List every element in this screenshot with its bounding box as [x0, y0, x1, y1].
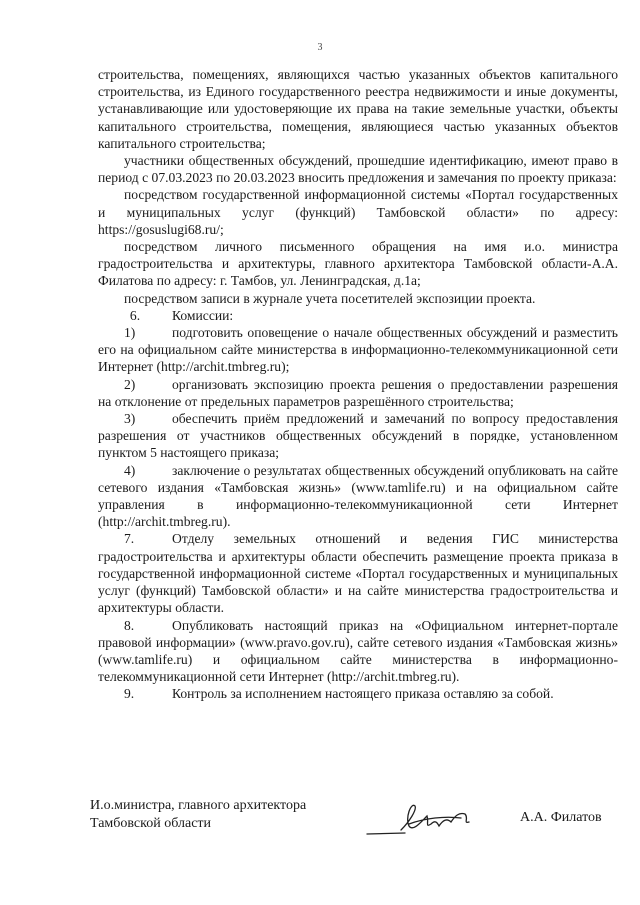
signatory-name: А.А. Филатов: [520, 810, 602, 825]
paragraph: строительства, помещениях, являющихся частью указанных объектов капитального строительства, из Единого государственного реестра недвижимости и иные документы, устанавливающие или удостоверяющие их права на такие земельные участки, объекты капитального строительства, помещения, являющиеся частью указанных объектов капитального строительства;: [98, 67, 618, 151]
signatory-position: [90, 797, 306, 833]
paragraph: посредством записи в журнале учета посетителей экспозиции проекта.: [124, 290, 536, 306]
item-text: Контроль за исполнением настоящего приказа оставляю за собой.: [172, 686, 554, 702]
paragraph: посредством личного письменного обращения на имя и.о. министра градостроительства и архитектуры, главного архитектора Тамбовской области-А.А. Филатова по адресу: г. Тамбов, ул. Ленинградская, д.1а;: [98, 239, 618, 289]
sub-item: [98, 462, 618, 531]
sub-item-number: 2): [124, 376, 136, 392]
list-item: [98, 617, 618, 686]
item-text: Опубликовать настоящий приказ на «Официальном интернет-портале правовой информации» (www.pravo.gov.ru), сайте сетевого издания «Тамбовская жизнь» (www.tamlife.ru) и официальном сайте министерства в информационно-телекоммуникационной сети Интернет (http://archit.tmbreg.ru).: [98, 617, 618, 685]
sub-item-number: 4): [124, 462, 136, 478]
item-number: 8.: [124, 617, 135, 633]
sub-item-text: подготовить оповещение о начале общественных обсуждений и разместить его на официальном сайте министерства в информационно-телекоммуникационной сети Интернет (http://archit.tmbreg.ru);: [98, 325, 618, 375]
handwritten-signature: [365, 800, 505, 840]
position-line: И.о.министра, главного архитектора: [90, 798, 307, 813]
list-item: [98, 530, 618, 616]
sub-item: [98, 376, 618, 410]
position-line: Тамбовской области: [90, 816, 212, 831]
document-body: [98, 66, 618, 703]
page-number: 3: [317, 42, 323, 53]
sub-item-text: заключение о результатах общественных обсуждений опубликовать на сайте сетевого издания «Тамбовская жизнь» (www.tamlife.ru) и на официальном сайте управления в информационно-телекоммуникационной сети Интернет (http://archit.tmbreg.ru).: [98, 462, 618, 530]
sub-item-text: обеспечить приём предложений и замечаний по вопросу предоставления разрешения от участников общественных обсуждений в порядке, установленном пунктом 5 настоящего приказа;: [98, 411, 618, 461]
item-number: 6.: [129, 307, 141, 323]
sub-item-number: 3): [124, 411, 136, 427]
sub-item-text: организовать экспозицию проекта решения о предоставлении разрешения на отклонение от предельных параметров разрешённого строительства;: [98, 376, 618, 409]
list-item: [98, 307, 618, 324]
sub-item-number: 1): [124, 325, 136, 341]
paragraph: посредством государственной информационной системы «Портал государственных и муниципальных услуг (функций) Тамбовской области» по адресу: https://gosuslugi68.ru/;: [98, 187, 618, 237]
item-text: Отделу земельных отношений и ведения ГИС министерства градостроительства и архитектуры области обеспечить размещение проекта приказа в государственной информационной системе «Портал государственных и муниципальных услуг (функций) Тамбовской области» и на сайте министерства градостроительства и архитектуры области.: [98, 531, 618, 616]
sub-item: [98, 410, 618, 462]
list-item: [98, 685, 618, 702]
item-number: 7.: [124, 531, 135, 547]
item-number: 9.: [124, 686, 135, 702]
item-text: Комиссии:: [172, 307, 234, 323]
paragraph: участники общественных обсуждений, прошедшие идентификацию, имеют право в период с 07.03.2023 по 20.03.2023 вносить предложения и замечания по проекту приказа:: [98, 153, 618, 186]
sub-item: [98, 324, 618, 376]
